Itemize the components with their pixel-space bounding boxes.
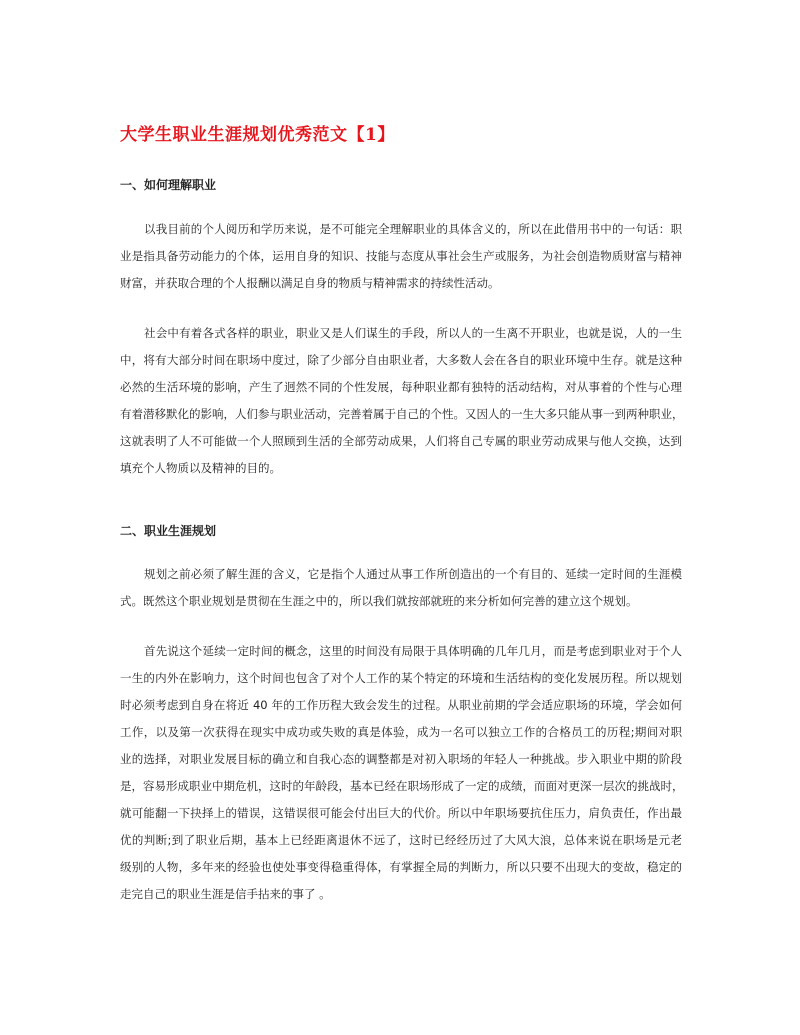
paragraph-line: 就可能翻一下抉择上的错误，这错误很可能会付出巨大的代价。所以中年职场要抗住压力，肩负责任，作出最	[120, 806, 682, 820]
paragraph-line: 级别的人物，多年来的经验也使处事变得稳重得体，有掌握全局的判断力，所以只要不出现大的变故，稳定的	[120, 860, 682, 874]
paragraph-line: 业的选择，对职业发展目标的确立和自我心态的调整都是对初入职场的年轻人一种挑战。步入职业中期的阶段	[120, 752, 682, 766]
paragraph-line: 必然的生活环境的影响，产生了迥然不同的个性发展，每种职业都有独特的活动结构，对从事着的个性与心理	[120, 380, 682, 394]
paragraph-line: 走完自己的职业生涯是信手拈来的事了 。	[120, 887, 331, 901]
paragraph-line: 规划之前必须了解生涯的含义，它是指个人通过从事工作所创造出的一个有目的、延续一定时间的生涯模	[144, 567, 682, 581]
paragraph-line: 首先说这个延续一定时间的概念，这里的时间没有局限于具体明确的几年几月，而是考虑到职业对于个人	[144, 644, 682, 658]
paragraph-line: 是，容易形成职业中期危机，这时的年龄段，基本已经在职场形成了一定的成绩，而面对更深一层次的挑战时，	[120, 779, 684, 793]
paragraph-line: 中，将有大部分时间在职场中度过，除了少部分自由职业者，大多数人会在各自的职业环境中生存。就是这种	[120, 353, 682, 367]
paragraph-1-2	[120, 320, 682, 482]
paragraph-line: 时必须考虑到自身在将近 40 年的工作历程大致会发生的过程。从职业前期的学会适应职场的环境，学会如何	[120, 698, 682, 712]
paragraph-line: 式。既然这个职业规划是贯彻在生涯之中的，所以我们就按部就班的来分析如何完善的建立这个规划。	[120, 594, 638, 608]
paragraph-line: 财富，并获取合理的个人报酬以满足自身的物质与精神需求的持续性活动。	[120, 276, 500, 290]
paragraph-line: 有着潜移默化的影响，人们参与职业活动，完善着属于自己的个性。又因人的一生大多只能从事一到两种职业，	[120, 407, 684, 421]
paragraph-line: 填充个人物质以及精神的目的。	[120, 461, 281, 475]
document-title: 大学生职业生涯规划优秀范文【1】	[120, 125, 395, 145]
section-heading-2: 二、职业生涯规划	[120, 524, 217, 538]
paragraph-line: 这就表明了人不可能做一个人照顾到生活的全部劳动成果，人们将自己专属的职业劳动成果与他人交换，达到	[120, 434, 682, 448]
paragraph-line: 工作，以及第一次获得在现实中成功或失败的真是体验，成为一名可以独立工作的合格员工的历程;期间对职	[120, 725, 682, 739]
paragraph-line: 社会中有着各式各样的职业，职业又是人们谋生的手段，所以人的一生离不开职业，也就是说，人的一生	[144, 326, 682, 340]
paragraph-line: 一生的内外在影响力，这个时间也包含了对个人工作的某个特定的环境和生活结构的变化发展历程。所以规划	[120, 671, 682, 685]
paragraph-line: 业是指具备劳动能力的个体，运用自身的知识、技能与态度从事社会生产或服务，为社会创造物质财富与精神	[120, 249, 682, 263]
paragraph-2-1	[120, 561, 682, 615]
paragraph-1-1	[120, 216, 682, 297]
paragraph-line: 优的判断;到了职业后期，基本上已经距离退休不远了，这时已经经历过了大风大浪，总体来说在职场是元老	[120, 833, 682, 847]
paragraph-line: 以我目前的个人阅历和学历来说，是不可能完全理解职业的具体含义的，所以在此借用书中的一句话：职	[144, 222, 682, 236]
paragraph-2-2	[120, 638, 682, 908]
section-heading-1: 一、如何理解职业	[120, 178, 217, 192]
